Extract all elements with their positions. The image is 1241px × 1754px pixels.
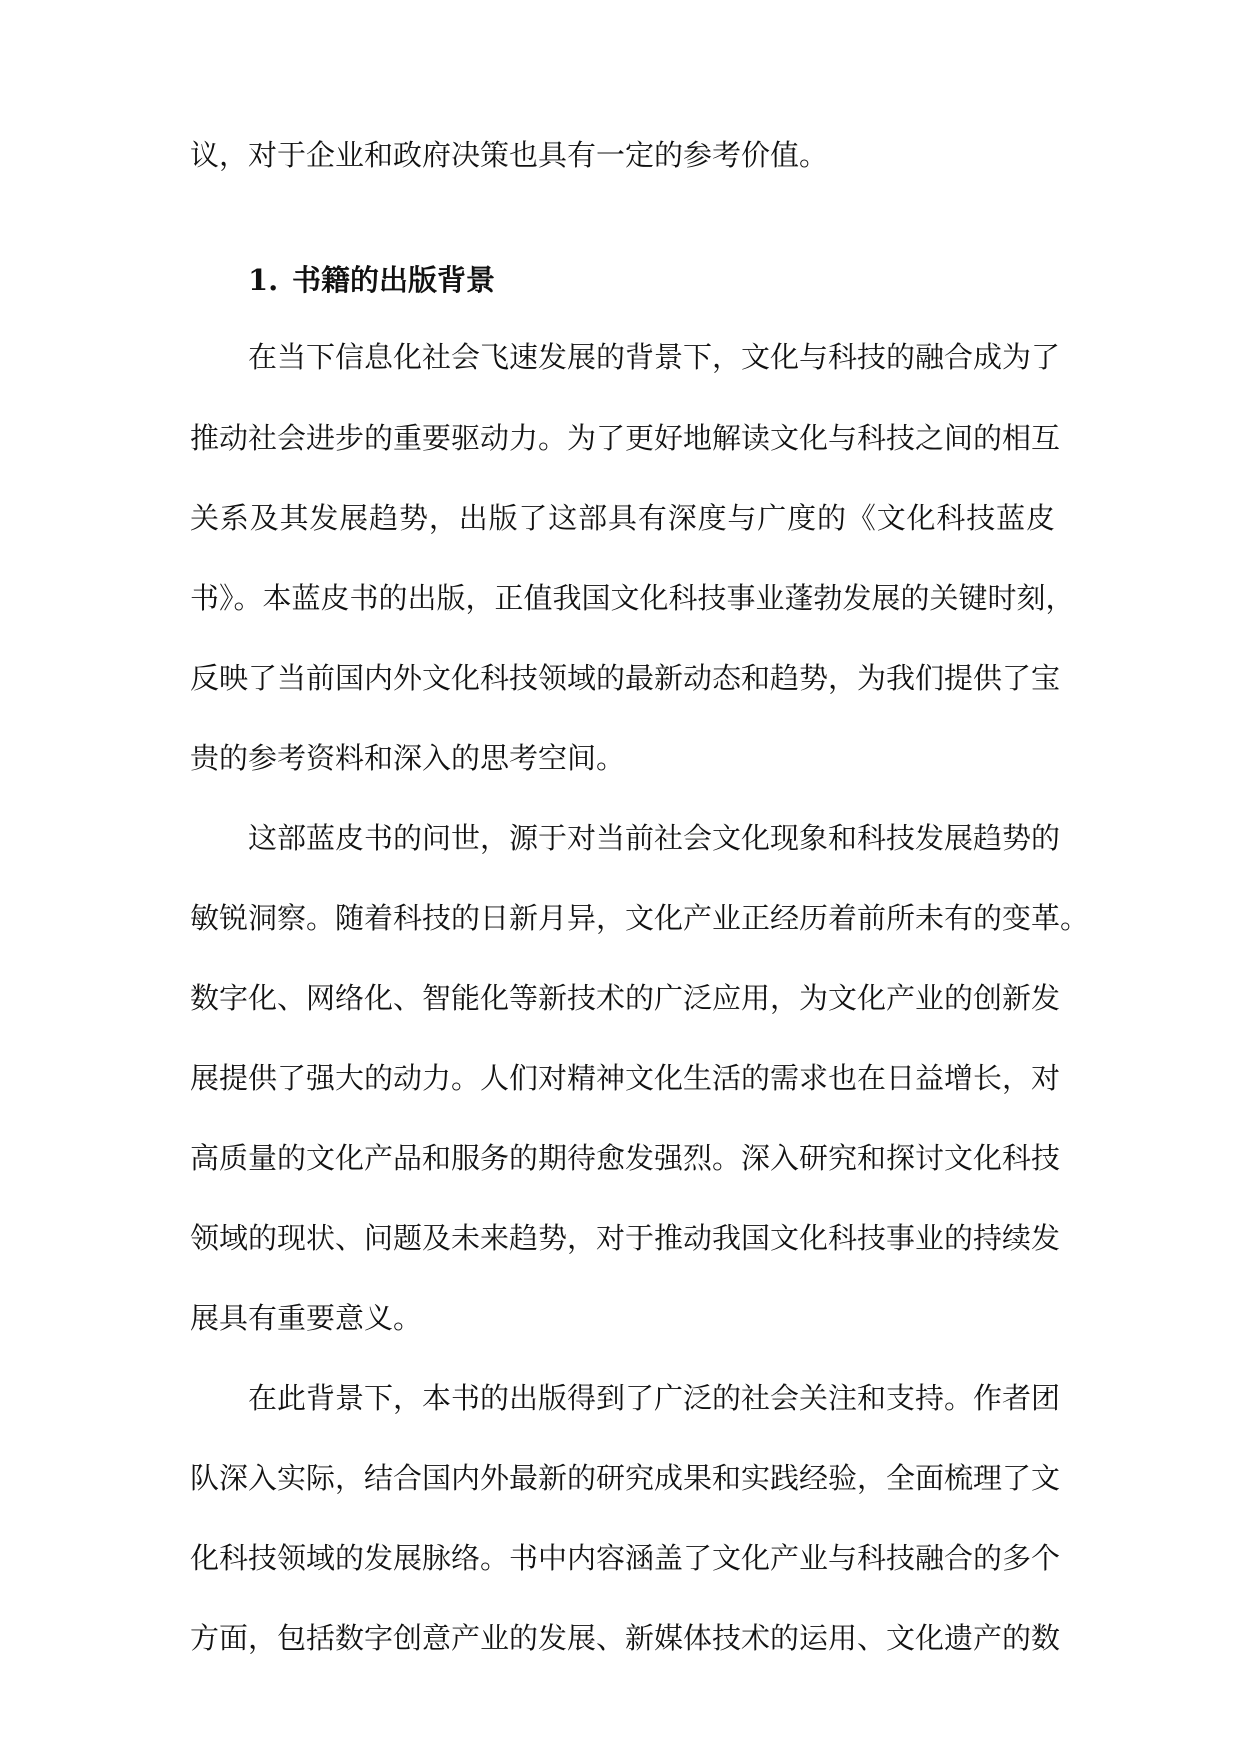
paragraph-1-line-6: 贵的参考资料和深入的思考空间。	[190, 741, 626, 775]
paragraph-3-line-3: 化科技领域的发展脉络。书中内容涵盖了文化产业与科技融合的多个	[190, 1541, 1061, 1575]
paragraph-2-line-4: 展提供了强大的动力。人们对精神文化生活的需求也在日益增长，对	[190, 1061, 1061, 1095]
paragraph-2-line-5: 高质量的文化产品和服务的期待愈发强烈。深入研究和探讨文化科技	[190, 1141, 1061, 1175]
paragraph-1-line-1: 在当下信息化社会飞速发展的背景下，文化与科技的融合成为了	[248, 340, 1061, 374]
paragraph-1-line-4: 书》。本蓝皮书的出版，正值我国文化科技事业蓬勃发展的关键时刻，	[190, 581, 1075, 615]
section-heading	[248, 260, 495, 300]
paragraph-1-line-2: 推动社会进步的重要驱动力。为了更好地解读文化与科技之间的相互	[190, 421, 1061, 455]
paragraph-2-line-6: 领域的现状、问题及未来趋势，对于推动我国文化科技事业的持续发	[190, 1221, 1061, 1255]
paragraph-2-line-2: 敏锐洞察。随着科技的日新月异，文化产业正经历着前所未有的变革。	[190, 901, 1090, 935]
paragraph-1-line-5: 反映了当前国内外文化科技领域的最新动态和趋势，为我们提供了宝	[190, 661, 1061, 695]
paragraph-2-line-7: 展具有重要意义。	[190, 1301, 423, 1335]
section-number: 1.	[248, 263, 279, 297]
paragraph-2-line-1: 这部蓝皮书的问世，源于对当前社会文化现象和科技发展趋势的	[248, 821, 1061, 855]
intro-tail-line: 议，对于企业和政府决策也具有一定的参考价值。	[190, 138, 829, 172]
paragraph-2-line-3: 数字化、网络化、智能化等新技术的广泛应用，为文化产业的创新发	[190, 981, 1061, 1015]
paragraph-3-line-4: 方面，包括数字创意产业的发展、新媒体技术的运用、文化遗产的数	[190, 1621, 1061, 1655]
paragraph-3-line-2: 队深入实际，结合国内外最新的研究成果和实践经验，全面梳理了文	[190, 1461, 1061, 1495]
paragraph-1-line-3: 关系及其发展趋势，出版了这部具有深度与广度的《文化科技蓝皮	[190, 501, 1055, 535]
paragraph-3-line-1: 在此背景下，本书的出版得到了广泛的社会关注和支持。作者团	[248, 1381, 1061, 1415]
section-title: 书籍的出版背景	[292, 263, 496, 297]
